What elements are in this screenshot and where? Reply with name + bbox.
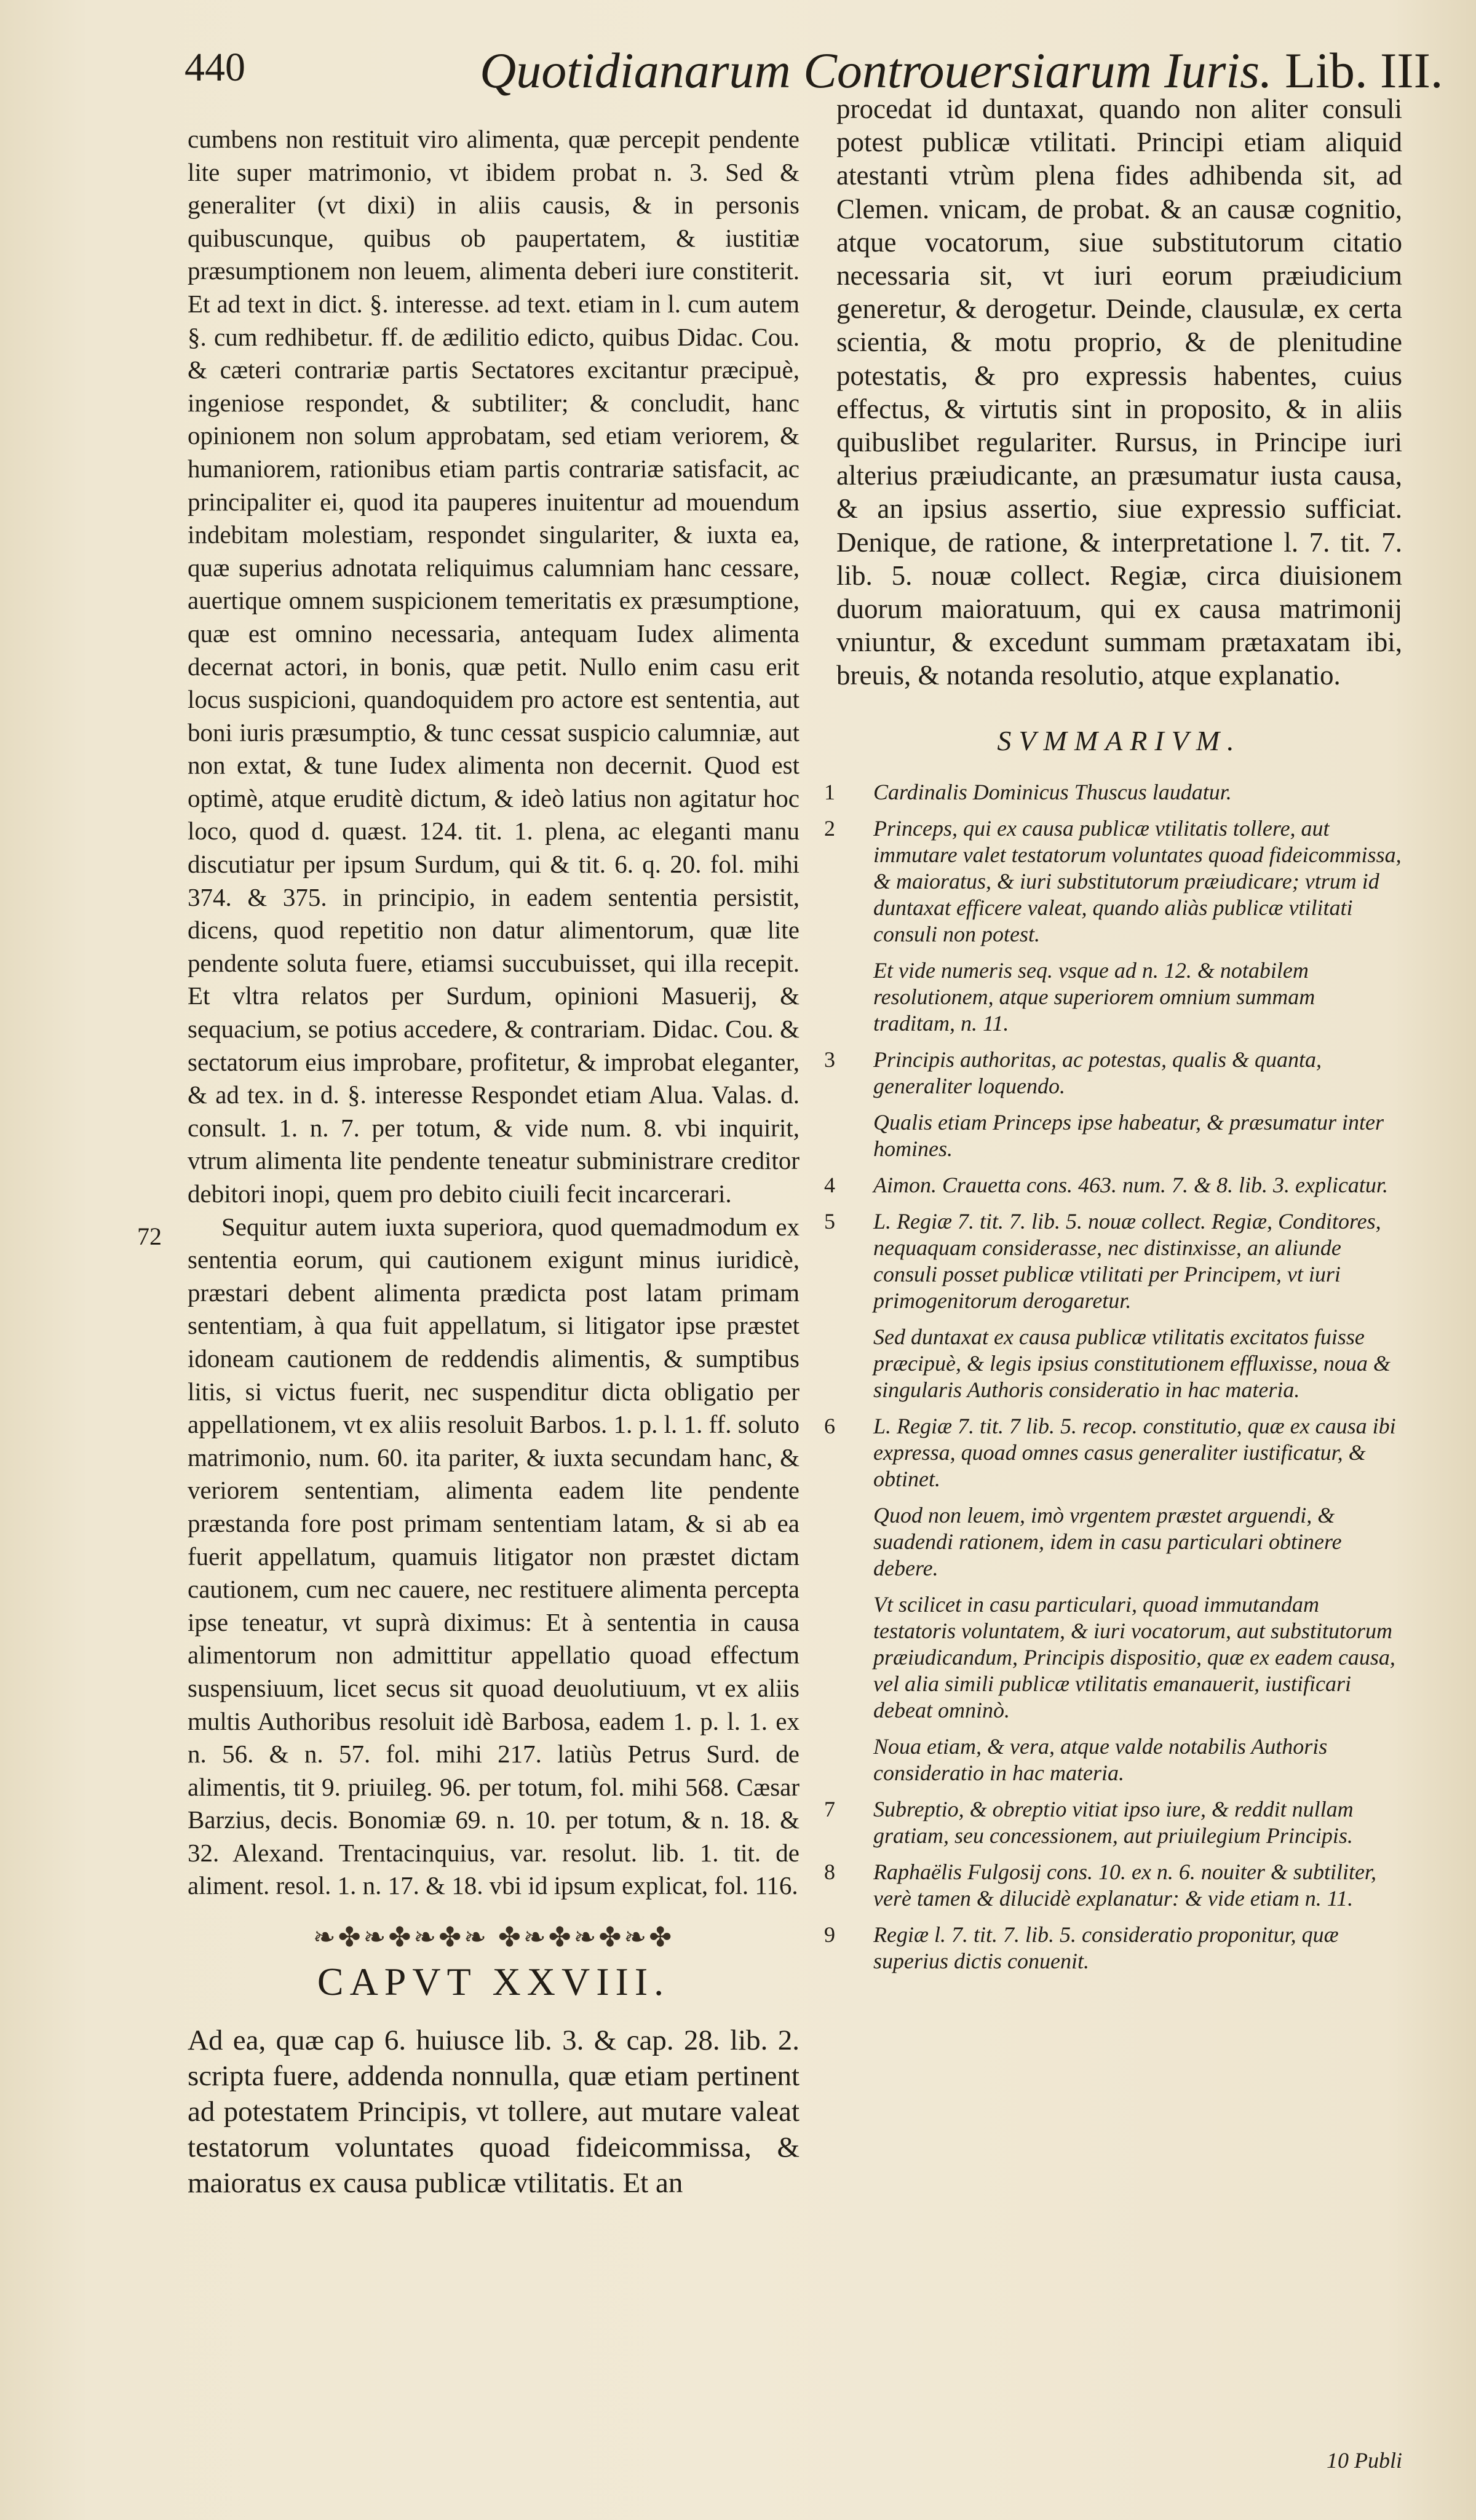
summary-item-text: Vt scilicet in casu particulari, quoad immutandam testatoris voluntatem, & iuri vocatorum, aut substitutorum præiudicandum, Principis dispositio, quæ ex eadem causa, vel alia simili publicæ vtilitatis emanauerit, iustificari debeat omninò. xyxy=(873,1591,1395,1722)
summary-item-number: 1 xyxy=(824,779,835,804)
left-paragraph-2: Sequitur autem iuxta superiora, quod quemadmodum ex sententia eorum, qui cautionem exigunt minus iuridicè, præstari debent alimenta prædicta post latam primam sententiam, à qua fuit appellatum, si litigator ipse præstet idoneam cautionem de reddendis alimentis, & sumptibus litis, si victus fuerit, nec suspenditur dicta obligatio per appellationem, vt ex aliis resoluit Barbos. 1. p. l. 1. ff. soluto matrimonio, num. 60. ita pariter, & iuxta secundam hanc, & veriorem sententiam, alimenta eadem lite pendente præstanda fore post primam sententiam latam, & si ab ea fuerit appellatum, quamuis litigator non præstet dictam cautionem, cum nec cauere, nec restituere alimenta percepta ipse teneatur, vt suprà diximus: Et à sententia in causa alimentorum non admittitur appellatio quoad effectum suspensiuum, licet secus sit quoad deuolutiuum, vt ex aliis multis Authoribus resoluit idè Barbosa, eadem 1. p. l. 1. ex n. 56. & n. 57. fol. mihi 217. latiùs Petrus Surd. de alimentis, tit 9. priuileg. 96. per totum, fol. mihi 568. Cæsar Barzius, decis. Bonomiæ 69. n. 10. per totum, & n. 18. & 32. Alexand. Trentacinquius, var. resolut. lib. 1. tit. de aliment. resol. 1. n. 17. & 18. vbi id ipsum explicat, fol. 116. xyxy=(188,1212,800,1900)
summary-item xyxy=(824,1859,1402,1912)
summary-item-text: Princeps, qui ex causa publicæ vtilitatis tollere, aut immutare valet testatorum voluntates quoad fideicommissa, & maioratus, & iuri substitutorum præiudicare; vtrum id duntaxat efficere valeat, quando aliàs publicæ vtilitati consuli non potest. xyxy=(873,815,1402,946)
summary-item-number: 8 xyxy=(824,1859,835,1884)
summary-item-number: 6 xyxy=(824,1413,835,1438)
left-paragraph-1: cumbens non restituit viro alimenta, quæ percepit pendente lite super matrimonio, vt ibidem probat n. 3. Sed & generaliter (vt dixi) in aliis causis, & in personis quibuscunque, quibus ob paupertatem, & iustitiæ præsumptionem non leuem, alimenta deberi iure constiterit. Et ad text in dict. §. interesse. ad text. etiam in l. cum autem §. cum redhibetur. ff. de ædilitio edicto, quibus Didac. Cou. & cæteri contrariæ partis Sectatores excitantur præcipuè, ingeniose respondet, & subtiliter; & concludit, hanc opinionem non solum approbatam, sed etiam veriorem, & humaniorem, rationibus etiam partis contrariæ satisfacit, ac principaliter ei, quod ita pauperes inuitentur ad mouendum indebitam molestiam, respondet singulariter, & iuxta ea, quæ superius adnotata reliquimus calumniam hanc cessare, auertique omnem suspicionem temeritatis ex præsumptione, quæ est omnino necessaria, antequam Iudex alimenta decernat actori, in bonis, quæ petit. Nullo enim casu erit locus suspicioni, quandoquidem pro actore est sententia, aut boni iuris præsumptio, & tunc cessat suspicio calumniæ, aut non extat, & tune Iudex alimenta non decernit. Quod est optimè, atque eruditè dictum, & ideò latius non agitatur hoc loco, quod d. quæst. 124. tit. 1. plena, ac eleganti manu discutiatur per ipsum Surdum, qui & tit. 6. q. 20. fol. mihi 374. & 375. in principio, in eadem sententia persistit, dicens, quod repetitio non datur alimentorum, quæ lite pendente soluta fuere, etiamsi succubuisset, qui illa recepit. Et vltra relatos per Surdum, opinioni Masuerij, & sequacium, se potius accedere, & contrariam. Didac. Cou. & sectatorum eius improbare, profitetur, & improbat eleganter, & ad tex. in d. §. interesse Respondet etiam Alua. Valas. d. consult. 1. n. 7. per totum, & vide num. 8. vbi inquirit, vtrum alimenta lite pendente teneatur subministrare creditor debitori inopi, quem pro debito ciuili fecit incarcerari. xyxy=(188,125,800,1208)
summary-item xyxy=(824,1047,1402,1100)
summary-item-number: 2 xyxy=(824,815,835,841)
summary-item xyxy=(824,779,1402,806)
summary-item xyxy=(836,957,1402,1037)
chapter-argument-continued: procedat id duntaxat, quando non aliter consuli potest publicæ vtilitati. Principi etiam aliquid atestanti vtrùm plena fides adhibenda sit, ad Clemen. vnicam, de probat. & an causæ cognitio, atque vocatorum, siue substitutorum citatio necessaria sit, vt iuri eorum præiudicium generetur, & derogetur. Deinde, clausulæ, ex certa scientia, & motu proprio, & de plenitudine potestatis, & pro expressis habentes, cuius effectus, & virtutis sint in proposito, & in aliis quibuslibet regulariter. Rursus, in Principe iuri alterius præiudicante, an præsumatur iusta causa, & an ipsius assertio, siue expressio sufficiat. Denique, de ratione, & interpretatione l. 7. tit. 7. lib. 5. nouæ collect. Regiæ, circa diuisionem duorum maioratuum, qui ex causa matrimonij vniuntur, & excedunt summam prætaxatam ibi, breuis, & notanda resolutio, atque explanatio. xyxy=(836,93,1402,691)
ornament-divider: ❧✤❧✤❧✤❧ ✤❧✤❧✤❧✤ xyxy=(312,1922,675,1953)
summary-item-text: Cardinalis Dominicus Thuscus laudatur. xyxy=(873,779,1232,804)
summary-item-text: Principis authoritas, ac potestas, qualis & quanta, generaliter loquendo. xyxy=(873,1047,1322,1098)
summary-item xyxy=(824,815,1402,948)
summary-item-text: Et vide numeris seq. vsque ad n. 12. & notabilem resolutionem, atque superiorem omnium summam traditam, n. 11. xyxy=(873,957,1315,1036)
summary-item-number: 4 xyxy=(824,1172,835,1197)
summary-item xyxy=(836,1324,1402,1403)
summary-item-number: 7 xyxy=(824,1796,835,1821)
summary-item xyxy=(824,1172,1402,1199)
summary-list xyxy=(824,779,1402,1975)
summary-item xyxy=(824,1796,1402,1849)
summary-title: SVMMARIVM. xyxy=(997,724,1242,756)
summary-item-text: Quod non leuem, imò vrgentem præstet arguendi, & suadendi rationem, idem in casu particulari obtinere debere. xyxy=(873,1502,1342,1580)
summary-item xyxy=(836,1591,1402,1724)
chapter-title: CAPVT XXVIII. xyxy=(317,1959,670,2003)
summary-item xyxy=(836,1502,1402,1582)
summary-item xyxy=(824,1922,1402,1975)
summary-item-text: Aimon. Crauetta cons. 463. num. 7. & 8. lib. 3. explicatur. xyxy=(873,1172,1388,1197)
summary-item-number: 9 xyxy=(824,1922,835,1947)
summary-item xyxy=(824,1208,1402,1314)
summary-item xyxy=(836,1733,1402,1786)
summary-item-text: Qualis etiam Princeps ipse habeatur, & præsumatur inter homines. xyxy=(873,1109,1384,1161)
left-column xyxy=(137,123,800,2201)
running-title-text: Quotidianarum Controuersiarum Iuris. xyxy=(480,42,1272,98)
summary-item xyxy=(824,1413,1402,1492)
summary-item-text: Regiæ l. 7. tit. 7. lib. 5. consideratio proponitur, quæ superius dictis conuenit. xyxy=(873,1922,1339,1973)
summary-item-number: 3 xyxy=(824,1047,835,1072)
catchword: 10 Publi xyxy=(1327,2448,1402,2473)
summary-item-text: Subreptio, & obreptio vitiat ipso iure, & reddit nullam gratiam, seu concessionem, aut priuilegium Principis. xyxy=(873,1796,1354,1848)
running-title xyxy=(480,42,1443,100)
page-number: 440 xyxy=(184,45,245,90)
summary-item-text: L. Regiæ 7. tit. 7 lib. 5. recop. constitutio, quæ ex causa ibi expressa, quoad omnes casus generaliter iustificatur, & obtinet. xyxy=(873,1413,1396,1491)
margin-number: 72 xyxy=(137,1222,162,1250)
summary-item-text: Raphaëlis Fulgosij cons. 10. ex n. 6. nouiter & subtiliter, verè tamen & dilucidè explanatur: & vide etiam n. 11. xyxy=(873,1859,1376,1911)
summary-item xyxy=(836,1109,1402,1162)
summary-item-number: 5 xyxy=(824,1208,835,1234)
summary-item-text: Sed duntaxat ex causa publicæ vtilitatis excitatos fuisse præcipuè, & legis ipsius constitutionem effluxisse, noua & singularis Authoris consideratio in hac materia. xyxy=(873,1324,1391,1402)
chapter-argument: Ad ea, quæ cap 6. huiusce lib. 3. & cap. 28. lib. 2. scripta fuere, addenda nonnulla, quæ etiam pertinent ad potestatem Principis, vt tollere, aut mutare valeat testatorum voluntates quoad fideicommissa, & maioratus ex causa publicæ vtilitatis. Et an xyxy=(188,2024,800,2200)
right-column xyxy=(824,92,1402,1984)
summary-item-text: Noua etiam, & vera, atque valde notabilis Authoris consideratio in hac materia. xyxy=(873,1733,1328,1785)
running-title-book: Lib. III. xyxy=(1285,42,1443,98)
summary-item-text: L. Regiæ 7. tit. 7. lib. 5. nouæ collect. Regiæ, Conditores, nequaquam considerasse, nec distinxisse, an aliunde consuli posset publicæ vtilitati per Principem, vt iuri primogenitorum derogaretur. xyxy=(873,1208,1381,1313)
